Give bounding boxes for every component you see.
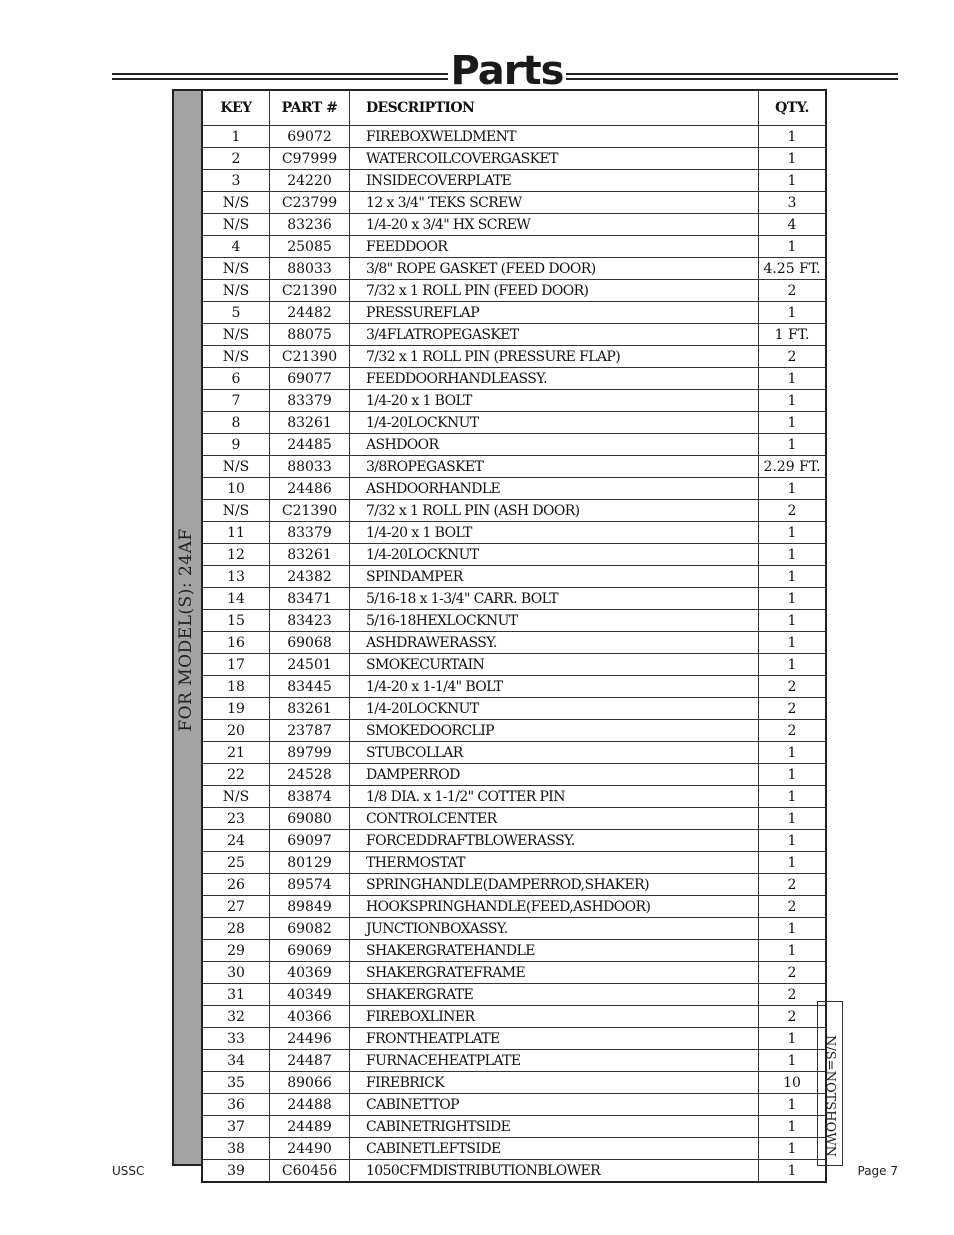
cell-qty: 1 — [759, 434, 827, 456]
cell-key: N/S — [202, 324, 270, 346]
cell-part-number: 89066 — [270, 1072, 350, 1094]
header-key: KEY — [202, 90, 270, 126]
table-row — [202, 456, 826, 478]
cell-key: 5 — [202, 302, 270, 324]
cell-description: CABINETLEFTSIDE — [350, 1138, 759, 1160]
cell-key: 1 — [202, 126, 270, 148]
cell-part-number: 83261 — [270, 412, 350, 434]
cell-part-number: 24220 — [270, 170, 350, 192]
table-row — [202, 368, 826, 390]
cell-key: N/S — [202, 192, 270, 214]
cell-description: SHAKERGRATEFRAME — [350, 962, 759, 984]
cell-description: CABINETRIGHTSIDE — [350, 1116, 759, 1138]
cell-key: 30 — [202, 962, 270, 984]
table-row — [202, 654, 826, 676]
cell-description: FURNACEHEATPLATE — [350, 1050, 759, 1072]
cell-part-number: 40366 — [270, 1006, 350, 1028]
cell-part-number: 24528 — [270, 764, 350, 786]
table-row — [202, 962, 826, 984]
table-row — [202, 390, 826, 412]
cell-qty: 1 FT. — [759, 324, 827, 346]
cell-description: SPINDAMPER — [350, 566, 759, 588]
cell-qty: 2 — [759, 962, 827, 984]
cell-key: 32 — [202, 1006, 270, 1028]
cell-part-number: 83423 — [270, 610, 350, 632]
cell-key: 25 — [202, 852, 270, 874]
cell-part-number: 83445 — [270, 676, 350, 698]
cell-qty: 1 — [759, 148, 827, 170]
table-row — [202, 808, 826, 830]
cell-qty: 2 — [759, 676, 827, 698]
cell-description: FEEDDOOR — [350, 236, 759, 258]
cell-key: 10 — [202, 478, 270, 500]
cell-key: 2 — [202, 148, 270, 170]
cell-part-number: 24482 — [270, 302, 350, 324]
table-row — [202, 280, 826, 302]
cell-part-number: C60456 — [270, 1160, 350, 1183]
cell-part-number: 89574 — [270, 874, 350, 896]
table-row — [202, 1072, 826, 1094]
cell-description: STUBCOLLAR — [350, 742, 759, 764]
cell-key: N/S — [202, 456, 270, 478]
table-row — [202, 214, 826, 236]
cell-key: 13 — [202, 566, 270, 588]
table-row — [202, 1160, 826, 1183]
cell-description: 1/4-20LOCKNUT — [350, 412, 759, 434]
cell-description: JUNCTIONBOXASSY. — [350, 918, 759, 940]
cell-part-number: 83236 — [270, 214, 350, 236]
cell-description: THERMOSTAT — [350, 852, 759, 874]
cell-description: HOOKSPRINGHANDLE(FEED,ASHDOOR) — [350, 896, 759, 918]
cell-key: 39 — [202, 1160, 270, 1183]
cell-key: 29 — [202, 940, 270, 962]
cell-description: FRONTHEATPLATE — [350, 1028, 759, 1050]
cell-description: SPRINGHANDLE(DAMPERROD,SHAKER) — [350, 874, 759, 896]
table-row — [202, 148, 826, 170]
table-row — [202, 236, 826, 258]
table-row — [202, 830, 826, 852]
table-row — [202, 302, 826, 324]
cell-key: 21 — [202, 742, 270, 764]
cell-qty: 1 — [759, 632, 827, 654]
cell-description: 1/4-20 x 1 BOLT — [350, 522, 759, 544]
cell-qty: 3 — [759, 192, 827, 214]
cell-description: FIREBRICK — [350, 1072, 759, 1094]
cell-description: 5/16-18 x 1-3/4" CARR. BOLT — [350, 588, 759, 610]
cell-key: N/S — [202, 500, 270, 522]
cell-part-number: C97999 — [270, 148, 350, 170]
cell-qty: 1 — [759, 126, 827, 148]
cell-description: SHAKERGRATEHANDLE — [350, 940, 759, 962]
cell-qty: 1 — [759, 1138, 827, 1160]
cell-description: FIREBOXWELDMENT — [350, 126, 759, 148]
cell-qty: 1 — [759, 236, 827, 258]
cell-qty: 1 — [759, 368, 827, 390]
table-row — [202, 192, 826, 214]
cell-key: 18 — [202, 676, 270, 698]
cell-qty: 1 — [759, 852, 827, 874]
table-row — [202, 1116, 826, 1138]
cell-qty: 2 — [759, 720, 827, 742]
cell-description: FIREBOXLINER — [350, 1006, 759, 1028]
cell-part-number: 83261 — [270, 544, 350, 566]
table-row — [202, 676, 826, 698]
table-row — [202, 544, 826, 566]
cell-key: 20 — [202, 720, 270, 742]
cell-description: 1/4-20LOCKNUT — [350, 544, 759, 566]
cell-key: 6 — [202, 368, 270, 390]
cell-key: 14 — [202, 588, 270, 610]
cell-key: 24 — [202, 830, 270, 852]
cell-qty: 1 — [759, 808, 827, 830]
table-row — [202, 500, 826, 522]
cell-part-number: 69080 — [270, 808, 350, 830]
cell-key: 23 — [202, 808, 270, 830]
cell-qty: 2 — [759, 698, 827, 720]
footer-brand: USSC — [112, 1164, 145, 1178]
cell-qty: 1 — [759, 522, 827, 544]
cell-key: 26 — [202, 874, 270, 896]
cell-key: N/S — [202, 258, 270, 280]
cell-description: 5/16-18HEXLOCKNUT — [350, 610, 759, 632]
cell-qty: 1 — [759, 1160, 827, 1183]
table-row — [202, 126, 826, 148]
table-header-row — [202, 90, 826, 126]
cell-qty: 1 — [759, 566, 827, 588]
cell-qty: 4 — [759, 214, 827, 236]
cell-description: 1/4-20 x 1 BOLT — [350, 390, 759, 412]
cell-qty: 1 — [759, 786, 827, 808]
cell-qty: 1 — [759, 170, 827, 192]
cell-part-number: 89799 — [270, 742, 350, 764]
header-qty: QTY. — [759, 90, 827, 126]
cell-part-number: 40369 — [270, 962, 350, 984]
cell-part-number: C21390 — [270, 346, 350, 368]
cell-key: 8 — [202, 412, 270, 434]
cell-part-number: 24382 — [270, 566, 350, 588]
cell-description: 3/8ROPEGASKET — [350, 456, 759, 478]
cell-part-number: 23787 — [270, 720, 350, 742]
cell-part-number: 83471 — [270, 588, 350, 610]
cell-description: 1/8 DIA. x 1-1/2" COTTER PIN — [350, 786, 759, 808]
cell-qty: 2 — [759, 984, 827, 1006]
cell-part-number: 80129 — [270, 852, 350, 874]
cell-description: 1/4-20 x 1-1/4" BOLT — [350, 676, 759, 698]
footer-page-number: Page 7 — [857, 1164, 898, 1178]
cell-description: 1/4-20LOCKNUT — [350, 698, 759, 720]
cell-qty: 1 — [759, 940, 827, 962]
cell-description: PRESSUREFLAP — [350, 302, 759, 324]
cell-part-number: 25085 — [270, 236, 350, 258]
cell-description: ASHDOORHANDLE — [350, 478, 759, 500]
cell-qty: 10 — [759, 1072, 827, 1094]
cell-description: 1050CFMDISTRIBUTIONBLOWER — [350, 1160, 759, 1183]
table-row — [202, 566, 826, 588]
cell-part-number: 83379 — [270, 390, 350, 412]
table-row — [202, 324, 826, 346]
cell-description: DAMPERROD — [350, 764, 759, 786]
parts-table — [201, 89, 827, 1183]
cell-qty: 1 — [759, 610, 827, 632]
table-row — [202, 698, 826, 720]
cell-key: 22 — [202, 764, 270, 786]
cell-qty: 1 — [759, 302, 827, 324]
cell-qty: 1 — [759, 1094, 827, 1116]
table-row — [202, 170, 826, 192]
cell-description: 3/4FLATROPEGASKET — [350, 324, 759, 346]
table-row — [202, 918, 826, 940]
cell-part-number: 24487 — [270, 1050, 350, 1072]
cell-part-number: 69072 — [270, 126, 350, 148]
cell-key: N/S — [202, 786, 270, 808]
table-row — [202, 940, 826, 962]
cell-description: FEEDDOORHANDLEASSY. — [350, 368, 759, 390]
cell-description: CABINETTOP — [350, 1094, 759, 1116]
header-description: DESCRIPTION — [350, 90, 759, 126]
cell-description: 12 x 3/4" TEKS SCREW — [350, 192, 759, 214]
cell-key: 19 — [202, 698, 270, 720]
cell-description: SMOKEDOORCLIP — [350, 720, 759, 742]
cell-key: 17 — [202, 654, 270, 676]
cell-description: WATERCOILCOVERGASKET — [350, 148, 759, 170]
cell-description: INSIDECOVERPLATE — [350, 170, 759, 192]
cell-key: 7 — [202, 390, 270, 412]
cell-key: 3 — [202, 170, 270, 192]
table-row — [202, 522, 826, 544]
cell-description: SMOKECURTAIN — [350, 654, 759, 676]
cell-key: 38 — [202, 1138, 270, 1160]
cell-part-number: 24496 — [270, 1028, 350, 1050]
cell-key: N/S — [202, 280, 270, 302]
cell-part-number: 88033 — [270, 456, 350, 478]
cell-part-number: 69069 — [270, 940, 350, 962]
cell-qty: 2 — [759, 500, 827, 522]
cell-qty: 1 — [759, 1050, 827, 1072]
cell-key: 34 — [202, 1050, 270, 1072]
cell-key: 15 — [202, 610, 270, 632]
cell-qty: 2.29 FT. — [759, 456, 827, 478]
cell-part-number: 24488 — [270, 1094, 350, 1116]
cell-description: FORCEDDRAFTBLOWERASSY. — [350, 830, 759, 852]
cell-qty: 1 — [759, 1116, 827, 1138]
cell-part-number: 40349 — [270, 984, 350, 1006]
cell-part-number: 24486 — [270, 478, 350, 500]
cell-key: 37 — [202, 1116, 270, 1138]
cell-description: 7/32 x 1 ROLL PIN (PRESSURE FLAP) — [350, 346, 759, 368]
table-row — [202, 874, 826, 896]
table-row — [202, 1138, 826, 1160]
cell-qty: 1 — [759, 654, 827, 676]
cell-key: 4 — [202, 236, 270, 258]
table-row — [202, 764, 826, 786]
cell-description: 7/32 x 1 ROLL PIN (ASH DOOR) — [350, 500, 759, 522]
parts-table-body — [202, 126, 826, 1183]
cell-qty: 2 — [759, 280, 827, 302]
page-title: Parts — [450, 48, 564, 94]
table-row — [202, 258, 826, 280]
cell-part-number: 88033 — [270, 258, 350, 280]
cell-qty: 1 — [759, 412, 827, 434]
cell-qty: 1 — [759, 390, 827, 412]
cell-qty: 1 — [759, 544, 827, 566]
cell-description: CONTROLCENTER — [350, 808, 759, 830]
cell-qty: 1 — [759, 918, 827, 940]
table-row — [202, 434, 826, 456]
cell-part-number: 69097 — [270, 830, 350, 852]
cell-key: 33 — [202, 1028, 270, 1050]
table-row — [202, 1028, 826, 1050]
cell-qty: 2 — [759, 346, 827, 368]
cell-part-number: 83874 — [270, 786, 350, 808]
header-part-number: PART # — [270, 90, 350, 126]
cell-key: N/S — [202, 214, 270, 236]
cell-description: 7/32 x 1 ROLL PIN (FEED DOOR) — [350, 280, 759, 302]
cell-qty: 1 — [759, 830, 827, 852]
cell-qty: 2 — [759, 874, 827, 896]
cell-qty: 1 — [759, 742, 827, 764]
table-row — [202, 1094, 826, 1116]
not-shown-note: N/S=NOTSHOWN — [822, 1035, 838, 1157]
table-row — [202, 720, 826, 742]
cell-part-number: 24485 — [270, 434, 350, 456]
cell-description: 1/4-20 x 3/4" HX SCREW — [350, 214, 759, 236]
cell-part-number: 24501 — [270, 654, 350, 676]
cell-qty: 4.25 FT. — [759, 258, 827, 280]
table-row — [202, 412, 826, 434]
cell-key: 27 — [202, 896, 270, 918]
cell-qty: 1 — [759, 1028, 827, 1050]
cell-key: 35 — [202, 1072, 270, 1094]
cell-key: 28 — [202, 918, 270, 940]
cell-part-number: 88075 — [270, 324, 350, 346]
cell-key: 9 — [202, 434, 270, 456]
cell-description: ASHDRAWERASSY. — [350, 632, 759, 654]
table-row — [202, 346, 826, 368]
table-row — [202, 588, 826, 610]
cell-qty: 1 — [759, 764, 827, 786]
cell-key: 12 — [202, 544, 270, 566]
cell-qty: 2 — [759, 896, 827, 918]
table-row — [202, 896, 826, 918]
cell-qty: 1 — [759, 478, 827, 500]
table-row — [202, 984, 826, 1006]
cell-part-number: 69082 — [270, 918, 350, 940]
title-rule-left — [112, 73, 448, 80]
cell-description: 3/8" ROPE GASKET (FEED DOOR) — [350, 258, 759, 280]
cell-part-number: C21390 — [270, 500, 350, 522]
cell-part-number: 69077 — [270, 368, 350, 390]
parts-table-header — [202, 90, 826, 126]
cell-part-number: 24490 — [270, 1138, 350, 1160]
cell-key: 36 — [202, 1094, 270, 1116]
cell-part-number: 83261 — [270, 698, 350, 720]
cell-key: 16 — [202, 632, 270, 654]
model-side-label: FOR MODEL(S): 24AF — [176, 528, 196, 732]
table-row — [202, 786, 826, 808]
cell-qty: 2 — [759, 1006, 827, 1028]
cell-part-number: C21390 — [270, 280, 350, 302]
cell-part-number: 83379 — [270, 522, 350, 544]
title-rule-right — [566, 73, 898, 80]
table-row — [202, 1050, 826, 1072]
cell-part-number: 24489 — [270, 1116, 350, 1138]
table-row — [202, 478, 826, 500]
cell-key: 11 — [202, 522, 270, 544]
cell-description: SHAKERGRATE — [350, 984, 759, 1006]
cell-key: 31 — [202, 984, 270, 1006]
table-row — [202, 1006, 826, 1028]
table-row — [202, 632, 826, 654]
cell-part-number: 69068 — [270, 632, 350, 654]
cell-description: ASHDOOR — [350, 434, 759, 456]
table-row — [202, 610, 826, 632]
cell-qty: 1 — [759, 588, 827, 610]
cell-key: N/S — [202, 346, 270, 368]
table-row — [202, 852, 826, 874]
table-row — [202, 742, 826, 764]
cell-part-number: C23799 — [270, 192, 350, 214]
cell-part-number: 89849 — [270, 896, 350, 918]
